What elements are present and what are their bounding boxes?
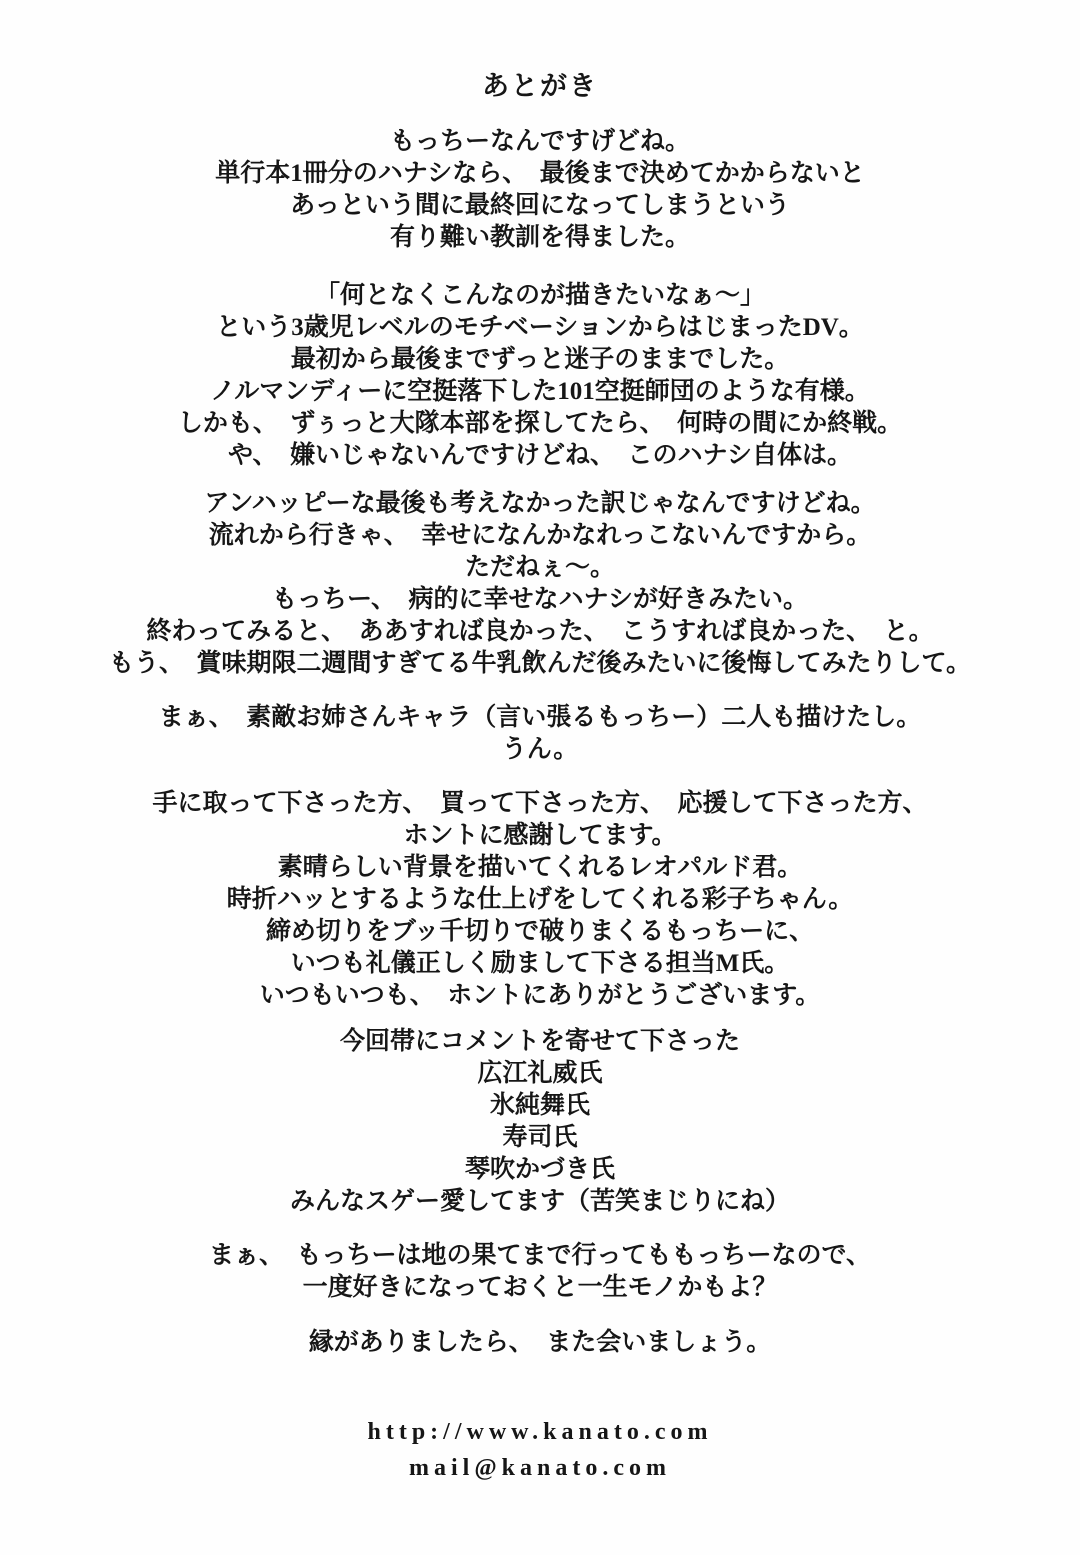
paragraph [0,788,1080,1012]
page-title: あとがき [482,71,598,101]
text-line: 縁がありましたら、 また会いましょう。 [308,1329,772,1356]
text-line: 素晴らしい背景を描いてくれるレオパルド君。 [277,854,803,881]
text-line: 寿司氏 [502,1124,578,1151]
email-address: mail@kanato.com [409,1455,671,1481]
text-line: もう、 賞味期限二週間すぎてる牛乳飲んだ後みたいに後悔してみたりして。 [108,650,971,677]
text-line: 琴吹かづき氏 [464,1156,615,1183]
paragraph [0,1026,1080,1218]
text-line: 流れから行きゃ、 幸せになんかなれっこないんですから。 [208,522,872,549]
text-line: まぁ、 もっちーは地の果てまで行ってももっちーなので、 [208,1242,871,1269]
text-line: 時折ハッとするような仕上げをしてくれる彩子ちゃん。 [226,886,854,913]
text-line: 「何となくこんなのが描きたいなぁ～」 [314,282,765,309]
text-line: あっという間に最終回になってしまうという [290,192,790,219]
text-line: 有り難い教訓を得ました。 [389,224,690,251]
paragraph-list [0,126,1080,1359]
text-line: ホントに感謝してます。 [403,822,677,849]
text-line: いつもいつも、 ホントにありがとうございます。 [259,982,821,1009]
text-line: 単行本1冊分のハナシなら、 最後まで決めてかからないと [215,160,865,187]
paragraph [0,488,1080,680]
text-line: や、 嫌いじゃないんですけどね、 このハナシ自体は。 [227,442,852,469]
text-line: アンハッピーな最後も考えなかった訳じゃなんですけどね。 [204,490,876,517]
text-line: 最初から最後までずっと迷子のままでした。 [290,346,790,373]
text-line: うん。 [501,736,579,763]
website-url: http://www.kanato.com [367,1419,713,1445]
text-line: 広江礼威氏 [477,1060,603,1087]
text-line: 手に取って下さった方、 買って下さった方、 応援して下さった方、 [152,790,928,817]
text-line: 今回帯にコメントを寄せて下さった [339,1028,740,1055]
text-line: 氷純舞氏 [489,1092,590,1119]
paragraph [0,280,1080,472]
paragraph [0,126,1080,254]
text-line: もっちーなんですげどね。 [389,128,690,155]
text-line: みんなスゲー愛してます（苦笑まじりにね） [289,1188,790,1215]
paragraph [0,702,1080,766]
text-line: 一度好きになっておくと一生モノかもよ？ [302,1274,778,1301]
text-line: いつも礼儀正しく励まして下さる担当M氏。 [290,950,790,977]
text-line: 終わってみると、 ああすれば良かった、 こうすれば良かった、 と。 [146,618,934,645]
text-line: ただねぇ～。 [464,554,615,581]
footer [0,1414,1080,1486]
text-line: もっちー、 病的に幸せなハナシが好きみたい。 [271,586,808,613]
text-line: 締め切りをブッ千切りで破りまくるもっちーに、 [265,918,815,945]
text-line: という3歳児レベルのモチベーションからはじまったDV。 [216,314,864,341]
paragraph [0,1240,1080,1304]
text-line: ノルマンディーに空挺落下した101空挺師団のような有様。 [210,378,870,405]
text-line: まぁ、 素敵お姉さんキャラ（言い張るもっちー）二人も描けたし。 [158,704,922,731]
text-line: しかも、 ずぅっと大隊本部を探してたら、 何時の間にか終戦。 [177,410,903,437]
paragraph [0,1327,1080,1359]
